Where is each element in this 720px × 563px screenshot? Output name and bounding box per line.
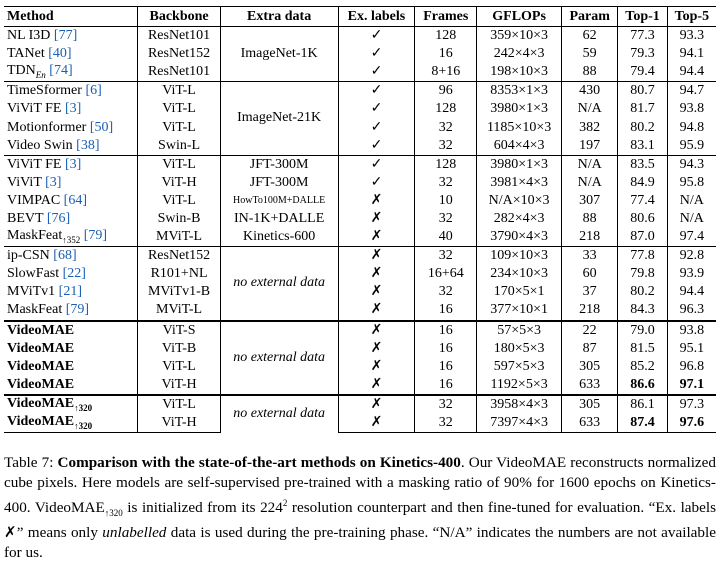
- backbone-cell: ViT-S: [138, 321, 220, 340]
- citation: [77]: [53, 28, 78, 44]
- param-cell: 382: [561, 118, 617, 136]
- ex-labels-cell: ✓: [338, 137, 415, 156]
- gflops-cell: 3980×1×3: [477, 100, 562, 118]
- caption-subscript: ↑320: [104, 508, 123, 519]
- citation: [3]: [45, 174, 62, 190]
- top1-cell: 77.4: [618, 192, 667, 210]
- caption-emphasis: unlabelled: [102, 524, 167, 542]
- param-cell: 633: [561, 376, 617, 395]
- table-row: [4, 82, 716, 101]
- table-row: [4, 100, 716, 118]
- header-cell: Extra data: [220, 7, 338, 27]
- citation: [76]: [46, 210, 71, 226]
- backbone-cell: MViTv1-B: [138, 283, 220, 301]
- caption-superscript: 2: [282, 498, 288, 508]
- extra-data-cell: HowTo100M+DALLE: [220, 192, 338, 210]
- backbone-cell: ViT-H: [138, 414, 220, 433]
- header-cell: Ex. labels: [338, 7, 415, 27]
- caption-text: is initialized from its 224: [122, 499, 283, 517]
- table-header-row: [4, 7, 716, 27]
- citation: [38]: [76, 137, 100, 153]
- top5-cell: 96.3: [667, 301, 716, 320]
- caption-text: . Our VideoMAE reconstructs normalized cube pixels. Here models are self-supervised pre-trained with a masking ratio of 90% for 1600 epochs on Kinetics-400. VideoMAE: [4, 454, 717, 517]
- gflops-cell: 234×10×3: [477, 265, 562, 283]
- method-cell: [4, 45, 138, 63]
- table-body: [4, 27, 716, 433]
- gflops-cell: 198×10×3: [477, 63, 562, 82]
- method-cell: [4, 192, 138, 210]
- citation: [3]: [64, 156, 82, 172]
- backbone-cell: Swin-B: [138, 210, 220, 228]
- ex-labels-cell: ✗: [338, 228, 415, 247]
- method-cell: [4, 118, 138, 136]
- extra-data-cell: no external data: [220, 321, 338, 395]
- method-name: BEVT: [7, 210, 44, 226]
- backbone-cell: ResNet152: [138, 45, 220, 63]
- method-resolution: ↑320: [74, 402, 93, 413]
- gflops-cell: 3981×4×3: [477, 174, 562, 192]
- param-cell: 430: [561, 82, 617, 101]
- backbone-cell: ViT-H: [138, 174, 220, 192]
- method-name: SlowFast: [7, 266, 60, 282]
- top5-cell: 94.4: [667, 63, 716, 82]
- extra-data-cell: JFT-300M: [220, 174, 338, 192]
- top1-cell: 83.1: [618, 137, 667, 156]
- frames-cell: 32: [415, 137, 477, 156]
- frames-cell: 32: [415, 118, 477, 136]
- param-cell: 37: [561, 283, 617, 301]
- param-cell: 33: [561, 247, 617, 266]
- table-row: [4, 137, 716, 156]
- ex-labels-cell: ✗: [338, 192, 415, 210]
- method-name: TimeSformer: [7, 83, 82, 99]
- method-cell: [4, 100, 138, 118]
- gflops-cell: 242×4×3: [477, 45, 562, 63]
- top1-cell: 80.2: [618, 118, 667, 136]
- caption-label: Table 7:: [4, 454, 54, 471]
- top1-cell: 87.4: [618, 414, 667, 433]
- gflops-cell: 1185×10×3: [477, 118, 562, 136]
- ex-labels-cell: ✓: [338, 82, 415, 101]
- method-cell: [4, 63, 138, 82]
- table-row: [4, 27, 716, 46]
- table-row: [4, 321, 716, 340]
- param-cell: 305: [561, 358, 617, 376]
- top5-cell: 94.7: [667, 82, 716, 101]
- method-cell: [4, 228, 138, 247]
- top1-cell: 87.0: [618, 228, 667, 247]
- method-name: VideoMAE: [7, 396, 75, 412]
- gflops-cell: 282×4×3: [477, 210, 562, 228]
- frames-cell: 128: [415, 100, 477, 118]
- citation: [3]: [64, 101, 82, 117]
- table-row: [4, 228, 716, 247]
- backbone-cell: ViT-L: [138, 118, 220, 136]
- citation: [21]: [58, 284, 82, 300]
- frames-cell: 16: [415, 45, 477, 63]
- frames-cell: 128: [415, 27, 477, 46]
- top1-cell: 79.3: [618, 45, 667, 63]
- gflops-cell: 1192×5×3: [477, 376, 562, 395]
- method-resolution: ↑320: [74, 420, 93, 431]
- frames-cell: 32: [415, 283, 477, 301]
- gflops-cell: 8353×1×3: [477, 82, 562, 101]
- top5-cell: 92.8: [667, 247, 716, 266]
- method-cell: [4, 395, 138, 414]
- method-name: NL I3D: [7, 28, 51, 44]
- top1-cell: 86.6: [618, 376, 667, 395]
- frames-cell: 32: [415, 414, 477, 433]
- header-cell: GFLOPs: [477, 7, 562, 27]
- top1-cell: 77.3: [618, 27, 667, 46]
- frames-cell: 16: [415, 301, 477, 320]
- frames-cell: 40: [415, 228, 477, 247]
- method-cell: [4, 301, 138, 320]
- extra-data-cell: ImageNet-1K: [220, 27, 338, 82]
- top1-cell: 80.7: [618, 82, 667, 101]
- extra-data-cell: JFT-300M: [220, 155, 338, 174]
- top5-cell: 95.1: [667, 340, 716, 358]
- backbone-cell: ResNet101: [138, 63, 220, 82]
- ex-labels-cell: ✗: [338, 321, 415, 340]
- param-cell: 305: [561, 395, 617, 414]
- table-row: [4, 340, 716, 358]
- param-cell: 62: [561, 27, 617, 46]
- method-name: VideoMAE: [7, 414, 75, 430]
- extra-data-cell: no external data: [220, 247, 338, 321]
- table-row: [4, 210, 716, 228]
- citation: [22]: [62, 266, 86, 282]
- table-row: [4, 301, 716, 320]
- header-cell: Backbone: [138, 7, 220, 27]
- top1-cell: 85.2: [618, 358, 667, 376]
- table-row: [4, 414, 716, 433]
- method-name: Motionformer: [7, 119, 87, 135]
- method-cell: [4, 321, 138, 340]
- param-cell: 218: [561, 301, 617, 320]
- method-name: ViViT FE: [7, 101, 62, 117]
- frames-cell: 16+64: [415, 265, 477, 283]
- ex-labels-cell: ✗: [338, 210, 415, 228]
- caption-text: resolution counterpart and then fine-tuned for evaluation. “Ex. labels ✗” means only: [4, 499, 716, 542]
- method-cell: [4, 265, 138, 283]
- top5-cell: 97.1: [667, 376, 716, 395]
- method-cell: [4, 155, 138, 174]
- top5-cell: 97.3: [667, 395, 716, 414]
- method-cell: [4, 82, 138, 101]
- param-cell: 633: [561, 414, 617, 433]
- frames-cell: 16: [415, 376, 477, 395]
- ex-labels-cell: ✗: [338, 358, 415, 376]
- top1-cell: 81.7: [618, 100, 667, 118]
- extra-data-cell: IN-1K+DALLE: [220, 210, 338, 228]
- ex-labels-cell: ✗: [338, 301, 415, 320]
- method-cell: [4, 358, 138, 376]
- top1-cell: 86.1: [618, 395, 667, 414]
- gflops-cell: 604×4×3: [477, 137, 562, 156]
- param-cell: 87: [561, 340, 617, 358]
- table-row: [4, 45, 716, 63]
- top5-cell: 96.8: [667, 358, 716, 376]
- param-cell: 88: [561, 210, 617, 228]
- citation: [79]: [83, 228, 108, 244]
- table-row: [4, 283, 716, 301]
- backbone-cell: ResNet101: [138, 27, 220, 46]
- gflops-cell: 359×10×3: [477, 27, 562, 46]
- ex-labels-cell: ✓: [338, 63, 415, 82]
- frames-cell: 96: [415, 82, 477, 101]
- header-cell: Param: [561, 7, 617, 27]
- backbone-cell: ViT-L: [138, 82, 220, 101]
- ex-labels-cell: ✗: [338, 283, 415, 301]
- extra-data-cell: Kinetics-600: [220, 228, 338, 247]
- method-name: MaskFeat: [7, 302, 63, 318]
- caption-text: data is used during the pre-training phase. “N/A” indicates the numbers are not available for us.: [4, 524, 716, 562]
- top5-cell: 94.3: [667, 155, 716, 174]
- top1-cell: 77.8: [618, 247, 667, 266]
- param-cell: N/A: [561, 155, 617, 174]
- ex-labels-cell: ✗: [338, 414, 415, 433]
- backbone-cell: ResNet152: [138, 247, 220, 266]
- param-cell: 22: [561, 321, 617, 340]
- backbone-cell: ViT-B: [138, 340, 220, 358]
- frames-cell: 32: [415, 395, 477, 414]
- ex-labels-cell: ✗: [338, 376, 415, 395]
- top1-cell: 80.2: [618, 283, 667, 301]
- citation: [74]: [49, 63, 73, 79]
- method-cell: [4, 174, 138, 192]
- method-cell: [4, 283, 138, 301]
- citation: [68]: [53, 248, 77, 264]
- ex-labels-cell: ✓: [338, 27, 415, 46]
- table-row: [4, 63, 716, 82]
- top1-cell: 79.4: [618, 63, 667, 82]
- ex-labels-cell: ✓: [338, 118, 415, 136]
- top5-cell: 95.9: [667, 137, 716, 156]
- method-cell: [4, 137, 138, 156]
- backbone-cell: R101+NL: [138, 265, 220, 283]
- frames-cell: 16: [415, 340, 477, 358]
- method-cell: [4, 340, 138, 358]
- gflops-cell: 3958×4×3: [477, 395, 562, 414]
- top1-cell: 84.9: [618, 174, 667, 192]
- param-cell: 218: [561, 228, 617, 247]
- top5-cell: 94.8: [667, 118, 716, 136]
- method-name: Video Swin: [7, 137, 73, 153]
- gflops-cell: 57×5×3: [477, 321, 562, 340]
- table-row: [4, 376, 716, 395]
- backbone-cell: ViT-L: [138, 395, 220, 414]
- method-subscript: En: [35, 70, 46, 81]
- top5-cell: 94.4: [667, 283, 716, 301]
- top1-cell: 81.5: [618, 340, 667, 358]
- backbone-cell: ViT-L: [138, 155, 220, 174]
- method-cell: [4, 247, 138, 266]
- caption-title: Comparison with the state-of-the-art methods on Kinetics-400: [57, 454, 461, 471]
- gflops-cell: 597×5×3: [477, 358, 562, 376]
- top5-cell: 94.1: [667, 45, 716, 63]
- table-row: [4, 358, 716, 376]
- method-cell: [4, 210, 138, 228]
- backbone-cell: ViT-L: [138, 100, 220, 118]
- frames-cell: 128: [415, 155, 477, 174]
- frames-cell: 10: [415, 192, 477, 210]
- results-table: [4, 6, 716, 433]
- method-name: MViTv1: [7, 284, 56, 300]
- gflops-cell: 377×10×1: [477, 301, 562, 320]
- ex-labels-cell: ✗: [338, 395, 415, 414]
- frames-cell: 32: [415, 210, 477, 228]
- citation: [6]: [85, 83, 102, 99]
- method-name: VIMPAC: [7, 192, 61, 208]
- method-name: VideoMAE: [7, 376, 75, 392]
- gflops-cell: 3980×1×3: [477, 155, 562, 174]
- header-cell: Method: [4, 7, 138, 27]
- frames-cell: 32: [415, 247, 477, 266]
- top5-cell: N/A: [667, 210, 716, 228]
- table-row: [4, 174, 716, 192]
- ex-labels-cell: ✗: [338, 247, 415, 266]
- gflops-cell: 7397×4×3: [477, 414, 562, 433]
- top1-cell: 84.3: [618, 301, 667, 320]
- ex-labels-cell: ✗: [338, 340, 415, 358]
- top5-cell: 97.6: [667, 414, 716, 433]
- extra-data-cell: ImageNet-21K: [220, 82, 338, 155]
- header-cell: Frames: [415, 7, 477, 27]
- ex-labels-cell: ✓: [338, 100, 415, 118]
- method-name: ViViT: [7, 174, 42, 190]
- method-resolution: ↑352: [62, 234, 81, 245]
- top1-cell: 80.6: [618, 210, 667, 228]
- top1-cell: 79.8: [618, 265, 667, 283]
- top5-cell: 93.3: [667, 27, 716, 46]
- backbone-cell: ViT-L: [138, 192, 220, 210]
- method-name: TDN: [7, 63, 36, 79]
- frames-cell: 16: [415, 358, 477, 376]
- table-row: [4, 247, 716, 266]
- backbone-cell: Swin-L: [138, 137, 220, 156]
- top5-cell: N/A: [667, 192, 716, 210]
- param-cell: 88: [561, 63, 617, 82]
- backbone-cell: ViT-L: [138, 358, 220, 376]
- method-name: TANet: [7, 46, 45, 62]
- method-name: MaskFeat: [7, 228, 63, 244]
- citation: [50]: [89, 119, 114, 135]
- gflops-cell: 170×5×1: [477, 283, 562, 301]
- ex-labels-cell: ✓: [338, 174, 415, 192]
- method-name: VideoMAE: [7, 358, 75, 374]
- gflops-cell: N/A×10×3: [477, 192, 562, 210]
- top1-cell: 83.5: [618, 155, 667, 174]
- top5-cell: 93.8: [667, 321, 716, 340]
- extra-data-cell: no external data: [220, 395, 338, 433]
- header-cell: Top-1: [618, 7, 667, 27]
- method-cell: [4, 27, 138, 46]
- param-cell: N/A: [561, 100, 617, 118]
- gflops-cell: 109×10×3: [477, 247, 562, 266]
- method-name: ViViT FE: [7, 156, 62, 172]
- table-caption: [4, 453, 716, 563]
- backbone-cell: MViT-L: [138, 228, 220, 247]
- top5-cell: 95.8: [667, 174, 716, 192]
- method-cell: [4, 376, 138, 395]
- table-row: [4, 155, 716, 174]
- table-row: [4, 118, 716, 136]
- param-cell: 59: [561, 45, 617, 63]
- top5-cell: 93.8: [667, 100, 716, 118]
- top5-cell: 97.4: [667, 228, 716, 247]
- param-cell: 60: [561, 265, 617, 283]
- citation: [79]: [65, 302, 90, 318]
- gflops-cell: 3790×4×3: [477, 228, 562, 247]
- method-name: VideoMAE: [7, 340, 75, 356]
- frames-cell: 8+16: [415, 63, 477, 82]
- frames-cell: 16: [415, 321, 477, 340]
- frames-cell: 32: [415, 174, 477, 192]
- gflops-cell: 180×5×3: [477, 340, 562, 358]
- top5-cell: 93.9: [667, 265, 716, 283]
- table-row: [4, 192, 716, 210]
- ex-labels-cell: ✓: [338, 45, 415, 63]
- table-row: [4, 265, 716, 283]
- table-row: [4, 395, 716, 414]
- top1-cell: 79.0: [618, 321, 667, 340]
- citation: [40]: [48, 46, 72, 62]
- backbone-cell: MViT-L: [138, 301, 220, 320]
- method-name: VideoMAE: [7, 322, 75, 338]
- ex-labels-cell: ✗: [338, 265, 415, 283]
- param-cell: 197: [561, 137, 617, 156]
- header-cell: Top-5: [667, 7, 716, 27]
- ex-labels-cell: ✓: [338, 155, 415, 174]
- method-name: ip-CSN: [7, 248, 50, 264]
- method-cell: [4, 414, 138, 433]
- citation: [64]: [63, 192, 87, 208]
- param-cell: N/A: [561, 174, 617, 192]
- param-cell: 307: [561, 192, 617, 210]
- backbone-cell: ViT-H: [138, 376, 220, 395]
